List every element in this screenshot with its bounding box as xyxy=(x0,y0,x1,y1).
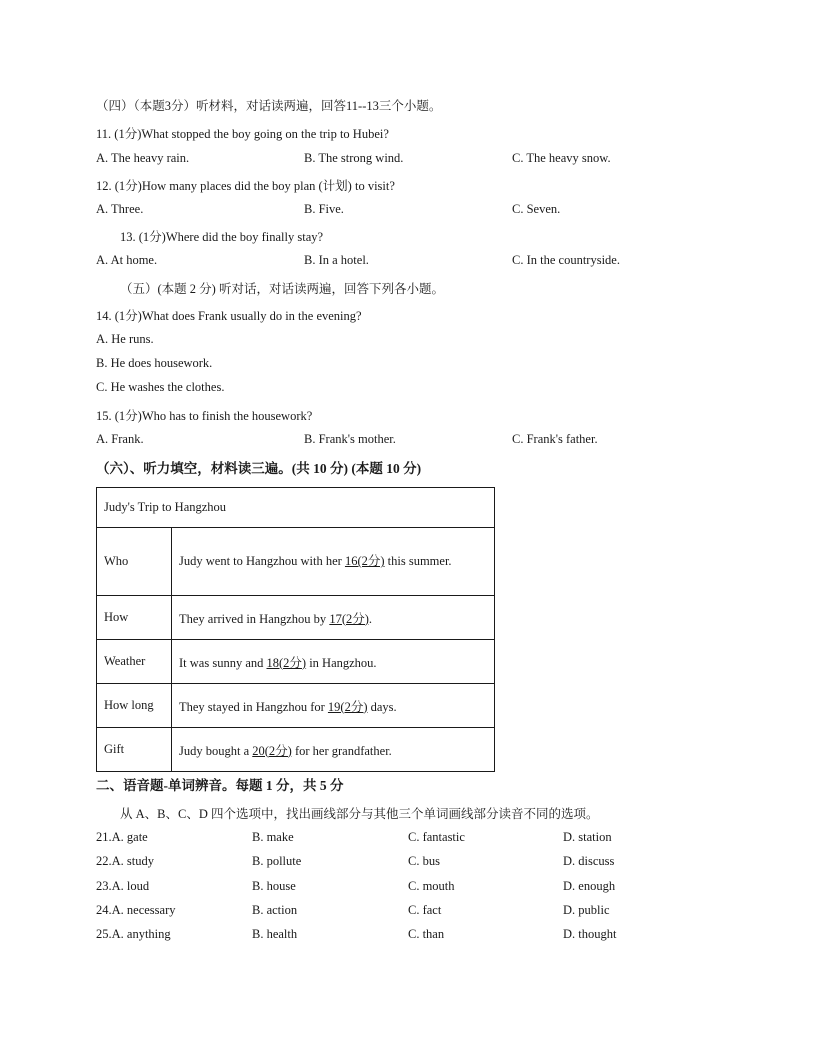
question-13-option-c: C. In the countryside. xyxy=(512,253,620,267)
item-21-option-c: C. fantastic xyxy=(408,830,465,844)
question-15-option-b: B. Frank's mother. xyxy=(304,432,396,446)
item-24-option-d: D. public xyxy=(563,903,610,917)
table-row xyxy=(97,640,495,684)
item-22-option-c: C. bus xyxy=(408,854,440,868)
row-text-before: Judy went to Hangzhou with her xyxy=(179,554,345,568)
row-text-before: They arrived in Hangzhou by xyxy=(179,611,330,626)
question-11-option-a: A. The heavy rain. xyxy=(96,151,190,165)
row-label: Gift xyxy=(97,728,172,772)
question-15-option-c: C. Frank's father. xyxy=(512,432,598,446)
row-text-before: They stayed in Hangzhou for xyxy=(179,699,328,714)
item-24-option-a: 24.A. necessary xyxy=(96,903,176,917)
question-14-option-a: A. He runs. xyxy=(96,332,154,346)
question-13-option-a: A. At home. xyxy=(96,253,158,267)
row-text-before: Judy bought a xyxy=(179,743,253,758)
item-24-option-c: C. fact xyxy=(408,903,442,917)
question-12-option-a: A. Three. xyxy=(96,202,144,216)
section-6-header: （六）、听力填空，材料读三遍。(共 10 分) (本题 10 分) xyxy=(96,461,422,476)
question-15-option-a: A. Frank. xyxy=(96,432,144,446)
part-2-header: 二、语音题-单词辨音。每题 1 分，共 5 分 xyxy=(96,778,344,793)
question-12-option-c: C. Seven. xyxy=(512,202,561,216)
item-24-option-b: B. action xyxy=(252,903,298,917)
row-text-after: in Hangzhou. xyxy=(306,655,377,670)
item-23-option-c: C. mouth xyxy=(408,879,455,893)
blank-18[interactable]: 18(2分) xyxy=(266,655,307,670)
question-15-stem: 15. (1分)Who has to finish the housework? xyxy=(96,409,313,423)
item-22-option-a: 22.A. study xyxy=(96,854,154,868)
trip-table xyxy=(96,487,495,772)
question-13-stem: 13. (1分)Where did the boy finally stay? xyxy=(120,230,324,244)
section-4-header: （四）（本题3分）听材料，对话读两遍，回答11--13三个小题。 xyxy=(96,99,442,113)
item-21-option-d: D. station xyxy=(563,830,612,844)
row-label: Who xyxy=(97,528,172,596)
row-content xyxy=(172,528,495,596)
item-23-option-d: D. enough xyxy=(563,879,616,893)
question-14-option-b: B. He does housework. xyxy=(96,356,213,370)
question-11-stem: 11. (1分)What stopped the boy going on the trip to Hubei? xyxy=(96,127,389,141)
item-22-option-d: D. discuss xyxy=(563,854,615,868)
row-text-after: . xyxy=(368,611,373,626)
question-13-option-b: B. In a hotel. xyxy=(304,253,369,267)
item-25-option-c: C. than xyxy=(408,927,445,941)
row-text-after: this summer. xyxy=(384,554,452,568)
item-23-option-a: 23.A. loud xyxy=(96,879,150,893)
table-row xyxy=(97,528,495,596)
item-25-option-b: B. health xyxy=(252,927,298,941)
row-label: Weather xyxy=(97,640,172,684)
row-content xyxy=(172,596,495,640)
question-11-option-c: C. The heavy snow. xyxy=(512,151,611,165)
row-content xyxy=(172,728,495,772)
row-text-before: It was sunny and xyxy=(179,655,267,670)
item-21-option-b: B. make xyxy=(252,830,294,844)
question-12-option-b: B. Five. xyxy=(304,202,344,216)
table-row xyxy=(97,596,495,640)
table-row xyxy=(97,684,495,728)
table-title: Judy's Trip to Hangzhou xyxy=(97,488,495,528)
row-text-after: for her grandfather. xyxy=(291,743,392,758)
item-25-option-a: 25.A. anything xyxy=(96,927,171,941)
blank-19[interactable]: 19(2分) xyxy=(327,699,368,714)
row-content xyxy=(172,640,495,684)
row-text-after: days. xyxy=(367,699,397,714)
question-14-stem: 14. (1分)What does Frank usually do in the evening? xyxy=(96,309,362,323)
item-25-option-d: D. thought xyxy=(563,927,617,941)
question-14-option-c: C. He washes the clothes. xyxy=(96,380,225,394)
table-title-row xyxy=(97,488,495,528)
part-2-instruction: 从 A、B、C、D 四个选项中，找出画线部分与其他三个单词画线部分读音不同的选项。 xyxy=(120,807,599,821)
row-label: How xyxy=(97,596,172,640)
blank-17[interactable]: 17(2分) xyxy=(329,611,369,626)
section-5-header: （五）(本题 2 分) 听对话，对话读两遍，回答下列各小题。 xyxy=(120,282,444,296)
blank-16[interactable]: 16(2分) xyxy=(344,554,385,568)
question-11-option-b: B. The strong wind. xyxy=(304,151,404,165)
item-22-option-b: B. pollute xyxy=(252,854,302,868)
table-row xyxy=(97,728,495,772)
question-12-stem: 12. (1分)How many places did the boy plan (计划) to visit? xyxy=(96,179,395,193)
blank-20[interactable]: 20(2分) xyxy=(252,743,292,758)
row-label: How long xyxy=(97,684,172,728)
item-23-option-b: B. house xyxy=(252,879,296,893)
row-content xyxy=(172,684,495,728)
item-21-option-a: 21.A. gate xyxy=(96,830,148,844)
